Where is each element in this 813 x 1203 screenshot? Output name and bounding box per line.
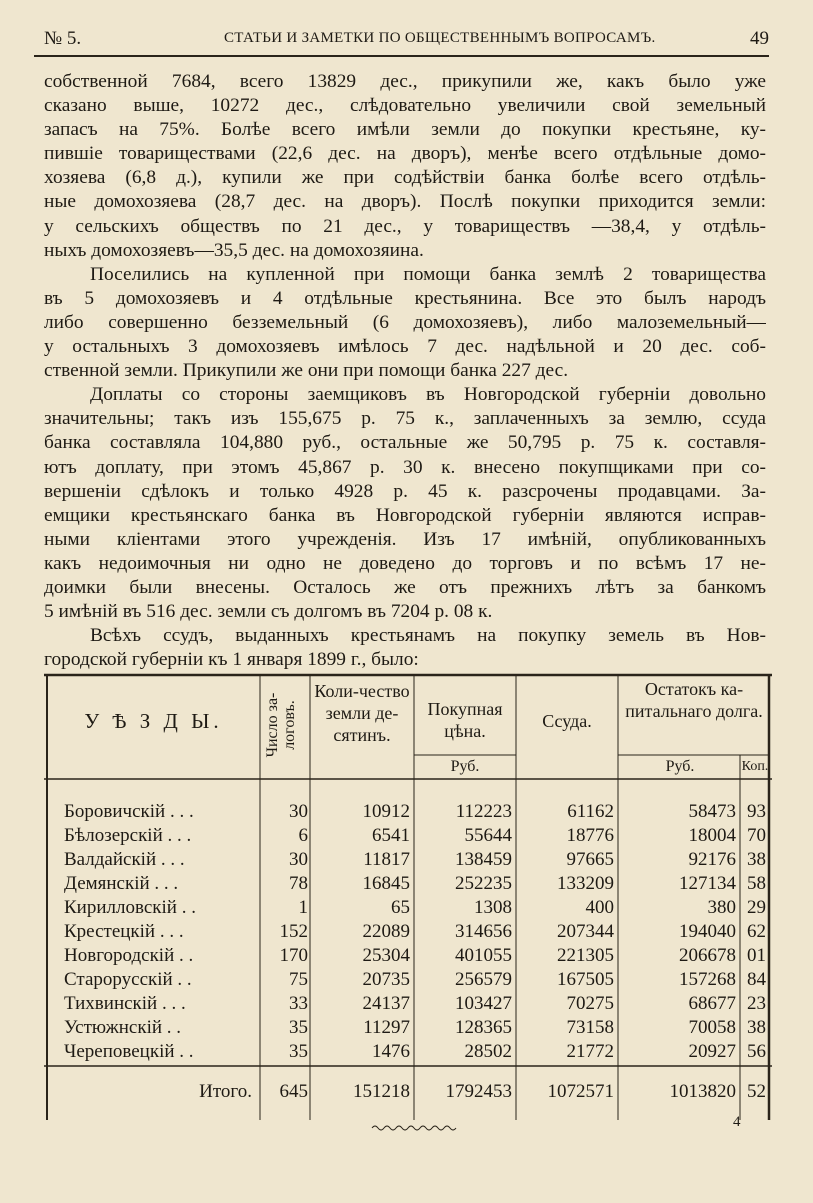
text-line: банка составляла 104,880 руб., остальные же 50,795 р. 75 к. составля-	[44, 432, 766, 454]
row-rub: 127134	[679, 873, 736, 894]
text-line: емщики крестьянскаго банка въ Новгородской губерніи являются исправ-	[44, 504, 766, 526]
text-line: либо совершенно безземельный (6 домохозяевъ), либо малоземельный—	[44, 311, 766, 333]
total-label: Итого.	[199, 1081, 252, 1102]
row-rub: 206678	[679, 945, 736, 966]
row-cena: 103427	[455, 993, 512, 1014]
row-cena: 28502	[464, 1041, 512, 1062]
row-rub: 20927	[688, 1041, 736, 1062]
row-cena: 112223	[455, 801, 512, 822]
text-line: запасъ на 75%. Болѣе всего имѣли земли до покупки крестьяне, ку-	[44, 119, 766, 141]
printer-signature: 4	[733, 1114, 741, 1130]
row-zalogi: 170	[279, 945, 308, 966]
col-header-cena: Покупная цѣна.	[427, 699, 503, 741]
row-name: Демянскій . . .	[64, 873, 179, 894]
page-number: 49	[750, 28, 769, 49]
row-name: Бѣлозерскій . . .	[64, 825, 192, 846]
row-name: Старорусскій . .	[64, 969, 192, 990]
row-kop: 62	[747, 921, 766, 942]
row-zemlya: 16845	[362, 873, 410, 894]
text-line: 5 имѣній въ 516 дес. земли съ долгомъ въ 7204 р. 08 к.	[44, 601, 493, 623]
text-line: ные домохозяева (28,7 дес. на дворъ). Послѣ покупки приходится земли:	[44, 191, 766, 213]
total-rub: 1013820	[669, 1081, 736, 1102]
total-zemlya: 151218	[353, 1081, 410, 1102]
row-name: Крестецкій . . .	[64, 921, 184, 942]
text-line: въ 5 домохозяевъ и 4 отдѣльные крестьянина. Все это былъ народъ	[44, 287, 766, 309]
row-rub: 70058	[688, 1017, 736, 1038]
col-header-ostatok: Остатокъ ка-питальнаго долга.	[625, 679, 763, 721]
text-line: ныхъ домохозяевъ—35,5 дес. на домохозяина.	[44, 239, 424, 261]
text-line: вершеніи сдѣлокъ и только 4928 р. 45 к. разсрочены продавцами. За-	[44, 480, 766, 502]
text-line: городской губерніи къ 1 января 1899 г., было:	[44, 649, 419, 671]
row-ssuda: 400	[585, 897, 614, 918]
row-zemlya: 65	[391, 897, 410, 918]
row-name: Боровичскій . . .	[64, 801, 194, 822]
row-kop: 58	[747, 873, 766, 894]
text-line: пившіе товариществами (22,6 дес. на дворъ), менѣе всего отдѣльные домо-	[44, 143, 766, 165]
row-rub: 18004	[688, 825, 736, 846]
row-kop: 84	[747, 969, 766, 990]
row-name: Устюжнскій . .	[64, 1017, 182, 1038]
row-kop: 93	[747, 801, 766, 822]
total-ssuda: 1072571	[547, 1081, 614, 1102]
row-rub: 380	[707, 897, 736, 918]
row-ssuda: 18776	[566, 825, 614, 846]
row-zemlya: 1476	[372, 1041, 410, 1062]
row-rub: 68677	[688, 993, 736, 1014]
row-zalogi: 35	[289, 1017, 308, 1038]
header-rule	[34, 55, 769, 57]
col-subheader-rub: Руб.	[665, 758, 695, 775]
row-zemlya: 10912	[362, 801, 410, 822]
loans-table	[44, 672, 772, 1122]
col-header-zalogi	[261, 678, 301, 772]
text-line: собственной 7684, всего 13829 дес., прикупили же, какъ было уже	[44, 71, 766, 92]
row-kop: 23	[747, 993, 766, 1014]
row-zalogi: 35	[289, 1041, 308, 1062]
row-cena: 128365	[455, 1017, 512, 1038]
text-line: значительны; такъ изъ 155,675 р. 75 к., заплаченныхъ за землю, ссуда	[44, 408, 766, 430]
row-cena: 256579	[455, 969, 512, 990]
row-rub: 157268	[679, 969, 736, 990]
row-zalogi: 1	[298, 897, 308, 918]
body-text	[44, 70, 766, 672]
text-line: ственной земли. Прикупили же они при помощи банка 227 дес.	[44, 360, 569, 382]
row-ssuda: 97665	[566, 849, 614, 870]
col-subheader-cena-rub: Руб.	[450, 758, 480, 775]
col-header-kolichestvo: Коли-чество земли де-сятинъ.	[314, 681, 410, 745]
row-zalogi: 30	[289, 801, 308, 822]
row-cena: 55644	[464, 825, 512, 846]
total-cena: 1792453	[445, 1081, 512, 1102]
row-zalogi: 152	[279, 921, 308, 942]
row-kop: 38	[747, 849, 766, 870]
row-name: Кирилловскій . .	[64, 897, 196, 918]
row-ssuda: 21772	[566, 1041, 614, 1062]
row-ssuda: 167505	[557, 969, 614, 990]
text-line: доимки были внесены. Осталось же отъ прежнихъ лѣтъ за банкомъ	[44, 576, 766, 598]
row-kop: 01	[747, 945, 766, 966]
row-zemlya: 22089	[362, 921, 410, 942]
col-header-ssuda: Ссуда.	[542, 711, 592, 731]
col-subheader-kop: Коп.	[741, 759, 769, 774]
row-rub: 58473	[688, 801, 736, 822]
text-line: Поселились на купленной при помощи банка землѣ 2 товарищества	[90, 263, 766, 285]
row-zalogi: 33	[289, 993, 308, 1014]
row-zemlya: 24137	[362, 993, 410, 1014]
text-line: ютъ доплату, при этомъ 45,867 р. 30 к. внесено покупщиками при со-	[44, 456, 766, 478]
row-kop: 56	[747, 1041, 766, 1062]
total-kop: 52	[747, 1081, 766, 1102]
row-ssuda: 70275	[566, 993, 614, 1014]
col-header-zalogi-label: Число за-логовъ.	[264, 692, 298, 758]
row-cena: 1308	[474, 897, 512, 918]
row-cena: 252235	[455, 873, 512, 894]
running-header	[34, 28, 769, 52]
row-ssuda: 207344	[557, 921, 614, 942]
text-line: ными кліентами этого учрежденія. Изъ 17 имѣній, опубликованныхъ	[44, 528, 766, 550]
total-zalogi: 645	[279, 1081, 308, 1102]
text-line: хозяева (6,8 д.), купили же при содѣйствіи банка болѣе всего отдѣль-	[44, 167, 766, 189]
row-zemlya: 6541	[372, 825, 410, 846]
text-line: у сельскихъ обществъ по 21 дес., у товариществъ —38,4, у отдѣль-	[44, 215, 766, 237]
text-line: сказано выше, 10272 дес., слѣдовательно увеличили свой земельный	[44, 95, 766, 117]
row-name: Валдайскій . . .	[64, 849, 185, 870]
row-name: Череповецкій . .	[64, 1041, 194, 1062]
row-name: Тихвинскій . . .	[64, 993, 186, 1014]
row-ssuda: 133209	[557, 873, 614, 894]
row-ssuda: 61162	[567, 801, 614, 822]
text-line: Доплаты со стороны заемщиковъ въ Новгородской губерніи довольно	[90, 384, 766, 406]
row-zemlya: 20735	[362, 969, 410, 990]
row-cena: 401055	[455, 945, 512, 966]
text-line: Всѣхъ ссудъ, выданныхъ крестьянамъ на покупку земель въ Нов-	[90, 625, 766, 647]
row-zemlya: 11297	[363, 1017, 410, 1038]
row-ssuda: 221305	[557, 945, 614, 966]
row-ssuda: 73158	[566, 1017, 614, 1038]
text-line: у остальныхъ 3 домохозяевъ имѣлось 7 дес. надѣльной и 20 дес. соб-	[44, 336, 766, 358]
ornament-squiggle	[370, 1123, 460, 1133]
row-cena: 138459	[455, 849, 512, 870]
text-line: какъ недоимочныя ни одно не доведено до торговъ и по всѣмъ 17 не-	[44, 552, 766, 574]
row-rub: 92176	[688, 849, 736, 870]
row-kop: 70	[747, 825, 766, 846]
row-kop: 29	[747, 897, 766, 918]
row-rub: 194040	[679, 921, 736, 942]
row-cena: 314656	[455, 921, 512, 942]
issue-number: № 5.	[44, 28, 82, 49]
row-zalogi: 6	[298, 825, 308, 846]
row-zalogi: 75	[289, 969, 308, 990]
row-kop: 38	[747, 1017, 766, 1038]
col-header-uezdy: У Ѣ З Д Ы.	[84, 709, 223, 733]
row-zalogi: 30	[289, 849, 308, 870]
section-title: СТАТЬИ И ЗАМЕТКИ ПО ОБЩЕСТВЕННЫМЪ ВОПРОСАМЪ.	[224, 30, 656, 46]
row-name: Новгородскій . .	[64, 945, 194, 966]
row-zemlya: 11817	[363, 849, 410, 870]
row-zalogi: 78	[289, 873, 308, 894]
row-zemlya: 25304	[362, 945, 410, 966]
